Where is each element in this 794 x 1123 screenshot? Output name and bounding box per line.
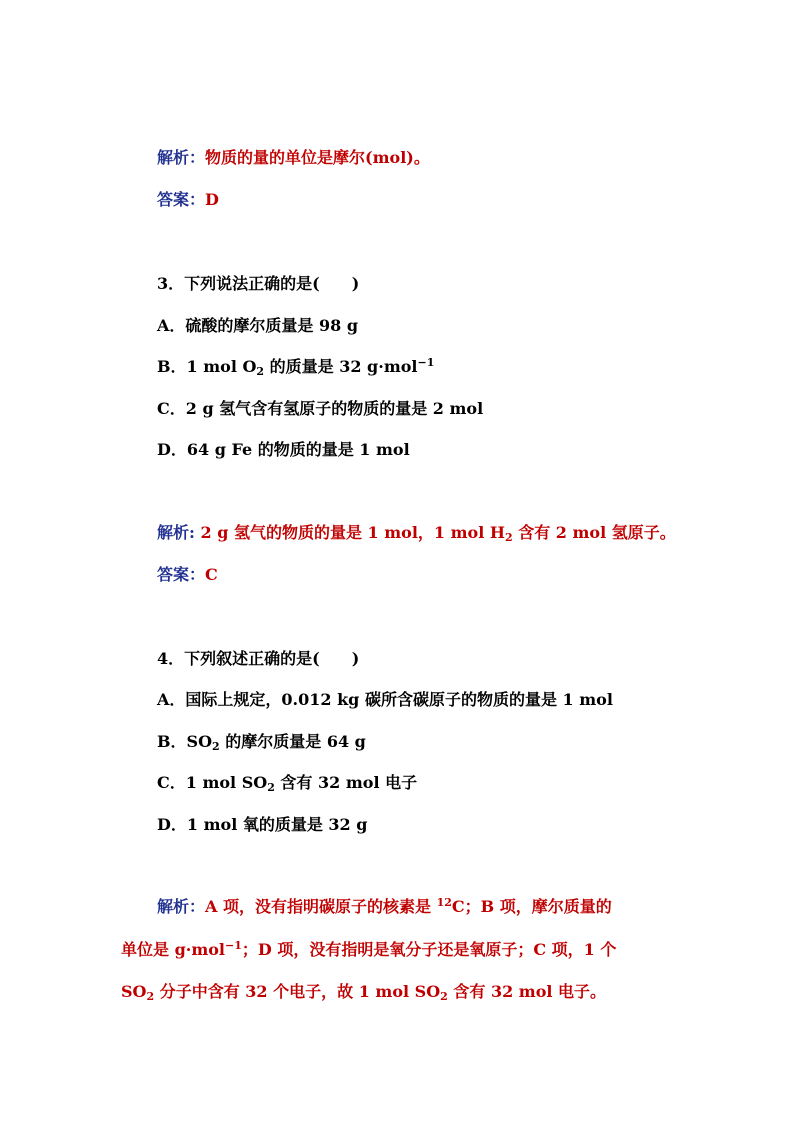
superscript: −1 xyxy=(225,939,242,952)
q3-option-c xyxy=(157,399,483,419)
q3-option-a xyxy=(157,316,358,336)
analysis-text: 含有 2 mol 氢原子。 xyxy=(512,523,676,542)
subscript: 2 xyxy=(267,781,275,794)
subscript: 2 xyxy=(212,740,220,753)
analysis-text: ；D 项，没有指明是氧分子还是氧原子；C 项，1 个 xyxy=(241,940,617,959)
question-4-stem xyxy=(157,649,359,669)
option-text: 1 mol SO xyxy=(185,773,268,792)
option-text: 64 g Fe 的物质的量是 1 mol xyxy=(186,440,410,459)
analysis-text: 含有 32 mol 电子。 xyxy=(447,982,607,1001)
option-text: SO xyxy=(186,732,213,751)
q3-answer-line xyxy=(157,565,218,585)
subscript: 2 xyxy=(256,365,265,378)
analysis-text: 2 g 氢气的物质的量是 1 mol，1 mol H xyxy=(194,523,505,542)
question-number: 3． xyxy=(157,274,185,293)
option-text: 含有 32 mol 电子 xyxy=(274,773,418,792)
analysis-text: C；B 项，摩尔质量的 xyxy=(451,897,612,916)
answer-label: 答案： xyxy=(157,190,206,209)
q4-option-d xyxy=(157,815,367,835)
option-letter: B． xyxy=(157,732,187,751)
q4-option-a xyxy=(157,690,613,710)
answer-line xyxy=(157,190,219,210)
answer-label: 答案： xyxy=(157,565,206,584)
question-number: 4． xyxy=(157,649,185,668)
option-letter: D． xyxy=(157,815,187,834)
option-text: 1 mol 氧的质量是 32 g xyxy=(186,815,368,834)
option-text: 硫酸的摩尔质量是 98 g xyxy=(185,316,359,335)
option-letter: C． xyxy=(157,399,186,418)
question-3-stem xyxy=(157,274,359,294)
q3-option-b xyxy=(157,357,434,377)
q4-analysis-line-3 xyxy=(121,982,606,1002)
q3-option-d xyxy=(157,440,410,460)
superscript: −1 xyxy=(417,356,435,369)
subscript: 2 xyxy=(504,531,513,544)
answer-value: C xyxy=(205,565,218,584)
option-letter: A． xyxy=(157,690,186,709)
option-letter: C． xyxy=(157,773,186,792)
q4-analysis-line-2 xyxy=(121,940,616,960)
subscript: 2 xyxy=(146,990,155,1003)
analysis-text: 物质的量的单位是摩尔(mol)。 xyxy=(205,148,430,167)
option-text: 的摩尔质量是 64 g xyxy=(219,732,366,751)
analysis-text: 分子中含有 32 个电子，故 1 mol SO xyxy=(154,982,441,1001)
answer-value: D xyxy=(205,190,219,209)
analysis-text: 单位是 g·mol xyxy=(121,940,226,959)
option-letter: D． xyxy=(157,440,187,459)
q4-analysis-line-1 xyxy=(157,897,612,917)
option-letter: B． xyxy=(157,357,187,376)
analysis-label: 解析: xyxy=(157,523,195,542)
option-text: 的质量是 32 g·mol xyxy=(264,357,418,376)
option-text: 1 mol O xyxy=(186,357,257,376)
q4-option-c xyxy=(157,773,417,793)
question-text: 下列说法正确的是( ) xyxy=(184,274,360,293)
option-letter: A． xyxy=(157,316,186,335)
superscript: 12 xyxy=(436,896,452,909)
analysis-text: SO xyxy=(121,982,147,1001)
analysis-label: 解析： xyxy=(157,897,206,916)
q3-analysis-line xyxy=(157,523,676,543)
analysis-label: 解析： xyxy=(157,148,206,167)
q4-option-b xyxy=(157,732,366,752)
analysis-text: A 项，没有指明碳原子的核素是 xyxy=(205,897,437,916)
subscript: 2 xyxy=(440,990,448,1003)
analysis-line xyxy=(157,148,430,168)
option-text: 国际上规定，0.012 kg 碳所含碳原子的物质的量是 1 mol xyxy=(185,690,613,709)
question-text: 下列叙述正确的是( ) xyxy=(184,649,360,668)
option-text: 2 g 氢气含有氢原子的物质的量是 2 mol xyxy=(185,399,484,418)
